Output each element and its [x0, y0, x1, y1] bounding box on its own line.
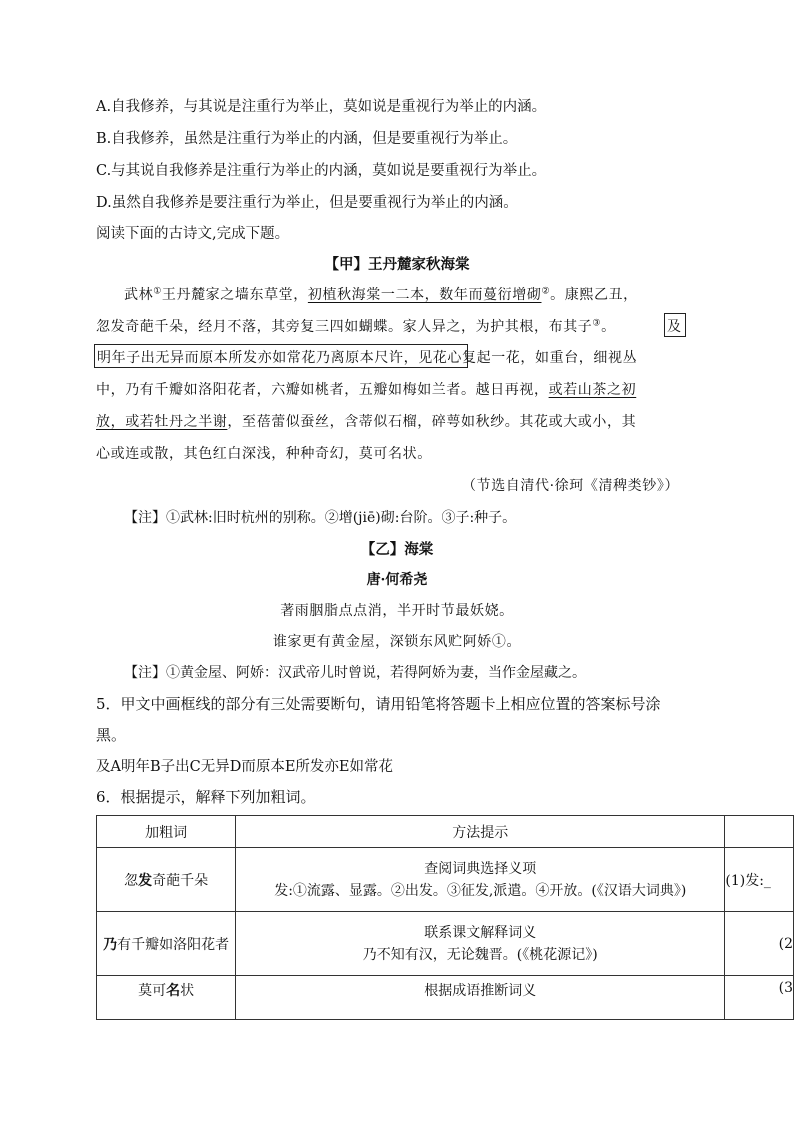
table-row: [97, 976, 794, 1020]
option-a: A.自我修养，与其说是注重行为举止，莫如说是重视行为举止的内涵。: [96, 99, 547, 115]
q6-table: [96, 815, 794, 1020]
header-hint: 方法提示: [236, 816, 725, 848]
text-b-title: 【乙】海棠: [360, 541, 434, 558]
table-row: [97, 912, 794, 976]
text-b-note: 【注】①黄金屋、阿娇：汉武帝儿时曾说，若得阿娇为妻，当作金屋藏之。: [124, 665, 586, 681]
option-d: D.虽然自我修养是要注重行为举止，但是要重视行为举止的内涵。: [96, 195, 518, 211]
row-word: 莫可名状: [97, 976, 236, 1020]
option-b: B.自我修养，虽然是注重行为举止的内涵，但是要重视行为举止。: [96, 131, 518, 147]
text-a-line-2: 忽发奇葩千朵，经月不落，其旁复三四如蝴蝶。家人异之，为护其根，布其子③。: [96, 318, 616, 335]
reading-instruction: 阅读下面的古诗文,完成下题。: [96, 226, 290, 242]
text-a-line-6: 心或连或散，其色红白深浅，种种奇幻，莫可名状。: [96, 446, 432, 462]
text-a-line-5: 放，或若牡丹之半谢，至蓓蕾似蚕丝，含蒂似石榴，碎萼如秋纱。其花或大或小，其: [96, 414, 637, 430]
text-a-note: 【注】①武林:旧时杭州的别称。②增(jiē)砌:台阶。③子:种子。: [124, 510, 517, 526]
q5-stem-cont: 黑。: [96, 726, 127, 744]
row-hint: 联系课文解释词义 乃不知有汉，无论魏晋。(《桃花源记》): [236, 912, 725, 976]
row-word: 忽发奇葩千朵: [97, 848, 236, 912]
header-answer: [725, 816, 794, 848]
table-header-row: [97, 816, 794, 848]
text-a-line-1: 武林①王丹麓家之墙东草堂，初植秋海棠一二本，数年而蔓衍增砌②。康熙乙丑，: [124, 286, 638, 303]
q5-options: 及A明年B子出C无异D而原本E所发亦E如常花: [96, 759, 394, 775]
poem-line-2: 谁家更有黄金屋，深锁东风贮阿娇①。: [272, 634, 522, 650]
framed-char: 及: [667, 319, 682, 335]
row-word: 乃有千瓣如洛阳花者: [97, 912, 236, 976]
option-c: C.与其说自我修养是注重行为举止的内涵，莫如说是要重视行为举止。: [96, 163, 547, 179]
q5-stem: 5．甲文中画框线的部分有三处需要断句，请用铅笔将答题卡上相应位置的答案标号涂: [96, 695, 661, 713]
text-a-line-3: 明年子出无异而原本所发亦如常花乃离原本尺许，见花心复起一花，如重台，细视丛: [97, 350, 638, 366]
row-hint: 查阅词典选择义项 发:①流露、显露。②出发。③征发,派遣。④开放。(《汉语大词典》): [236, 848, 725, 912]
header-word: 加粗词: [97, 816, 236, 848]
text-b-author: 唐·何希尧: [366, 572, 428, 588]
answer-blank[interactable]: (3: [725, 976, 794, 1020]
answer-blank[interactable]: (2: [725, 912, 794, 976]
poem-line-1: 著雨胭脂点点消，半开时节最妖娆。: [280, 603, 514, 619]
row-hint: 根据成语推断词义: [236, 976, 725, 1020]
table-row: [97, 848, 794, 912]
q6-stem: 6．根据提示，解释下列加粗词。: [96, 788, 316, 806]
text-a-line-4: 中，乃有千瓣如洛阳花者，六瓣如桃者，五瓣如梅如兰者。越日再视，或若山茶之初: [96, 382, 637, 398]
text-a-source: （节选自清代·徐珂《清稗类钞》）: [462, 478, 680, 494]
answer-blank[interactable]: (1)发:_: [725, 848, 794, 912]
text-a-title: 【甲】王丹麓家秋海棠: [324, 256, 470, 273]
